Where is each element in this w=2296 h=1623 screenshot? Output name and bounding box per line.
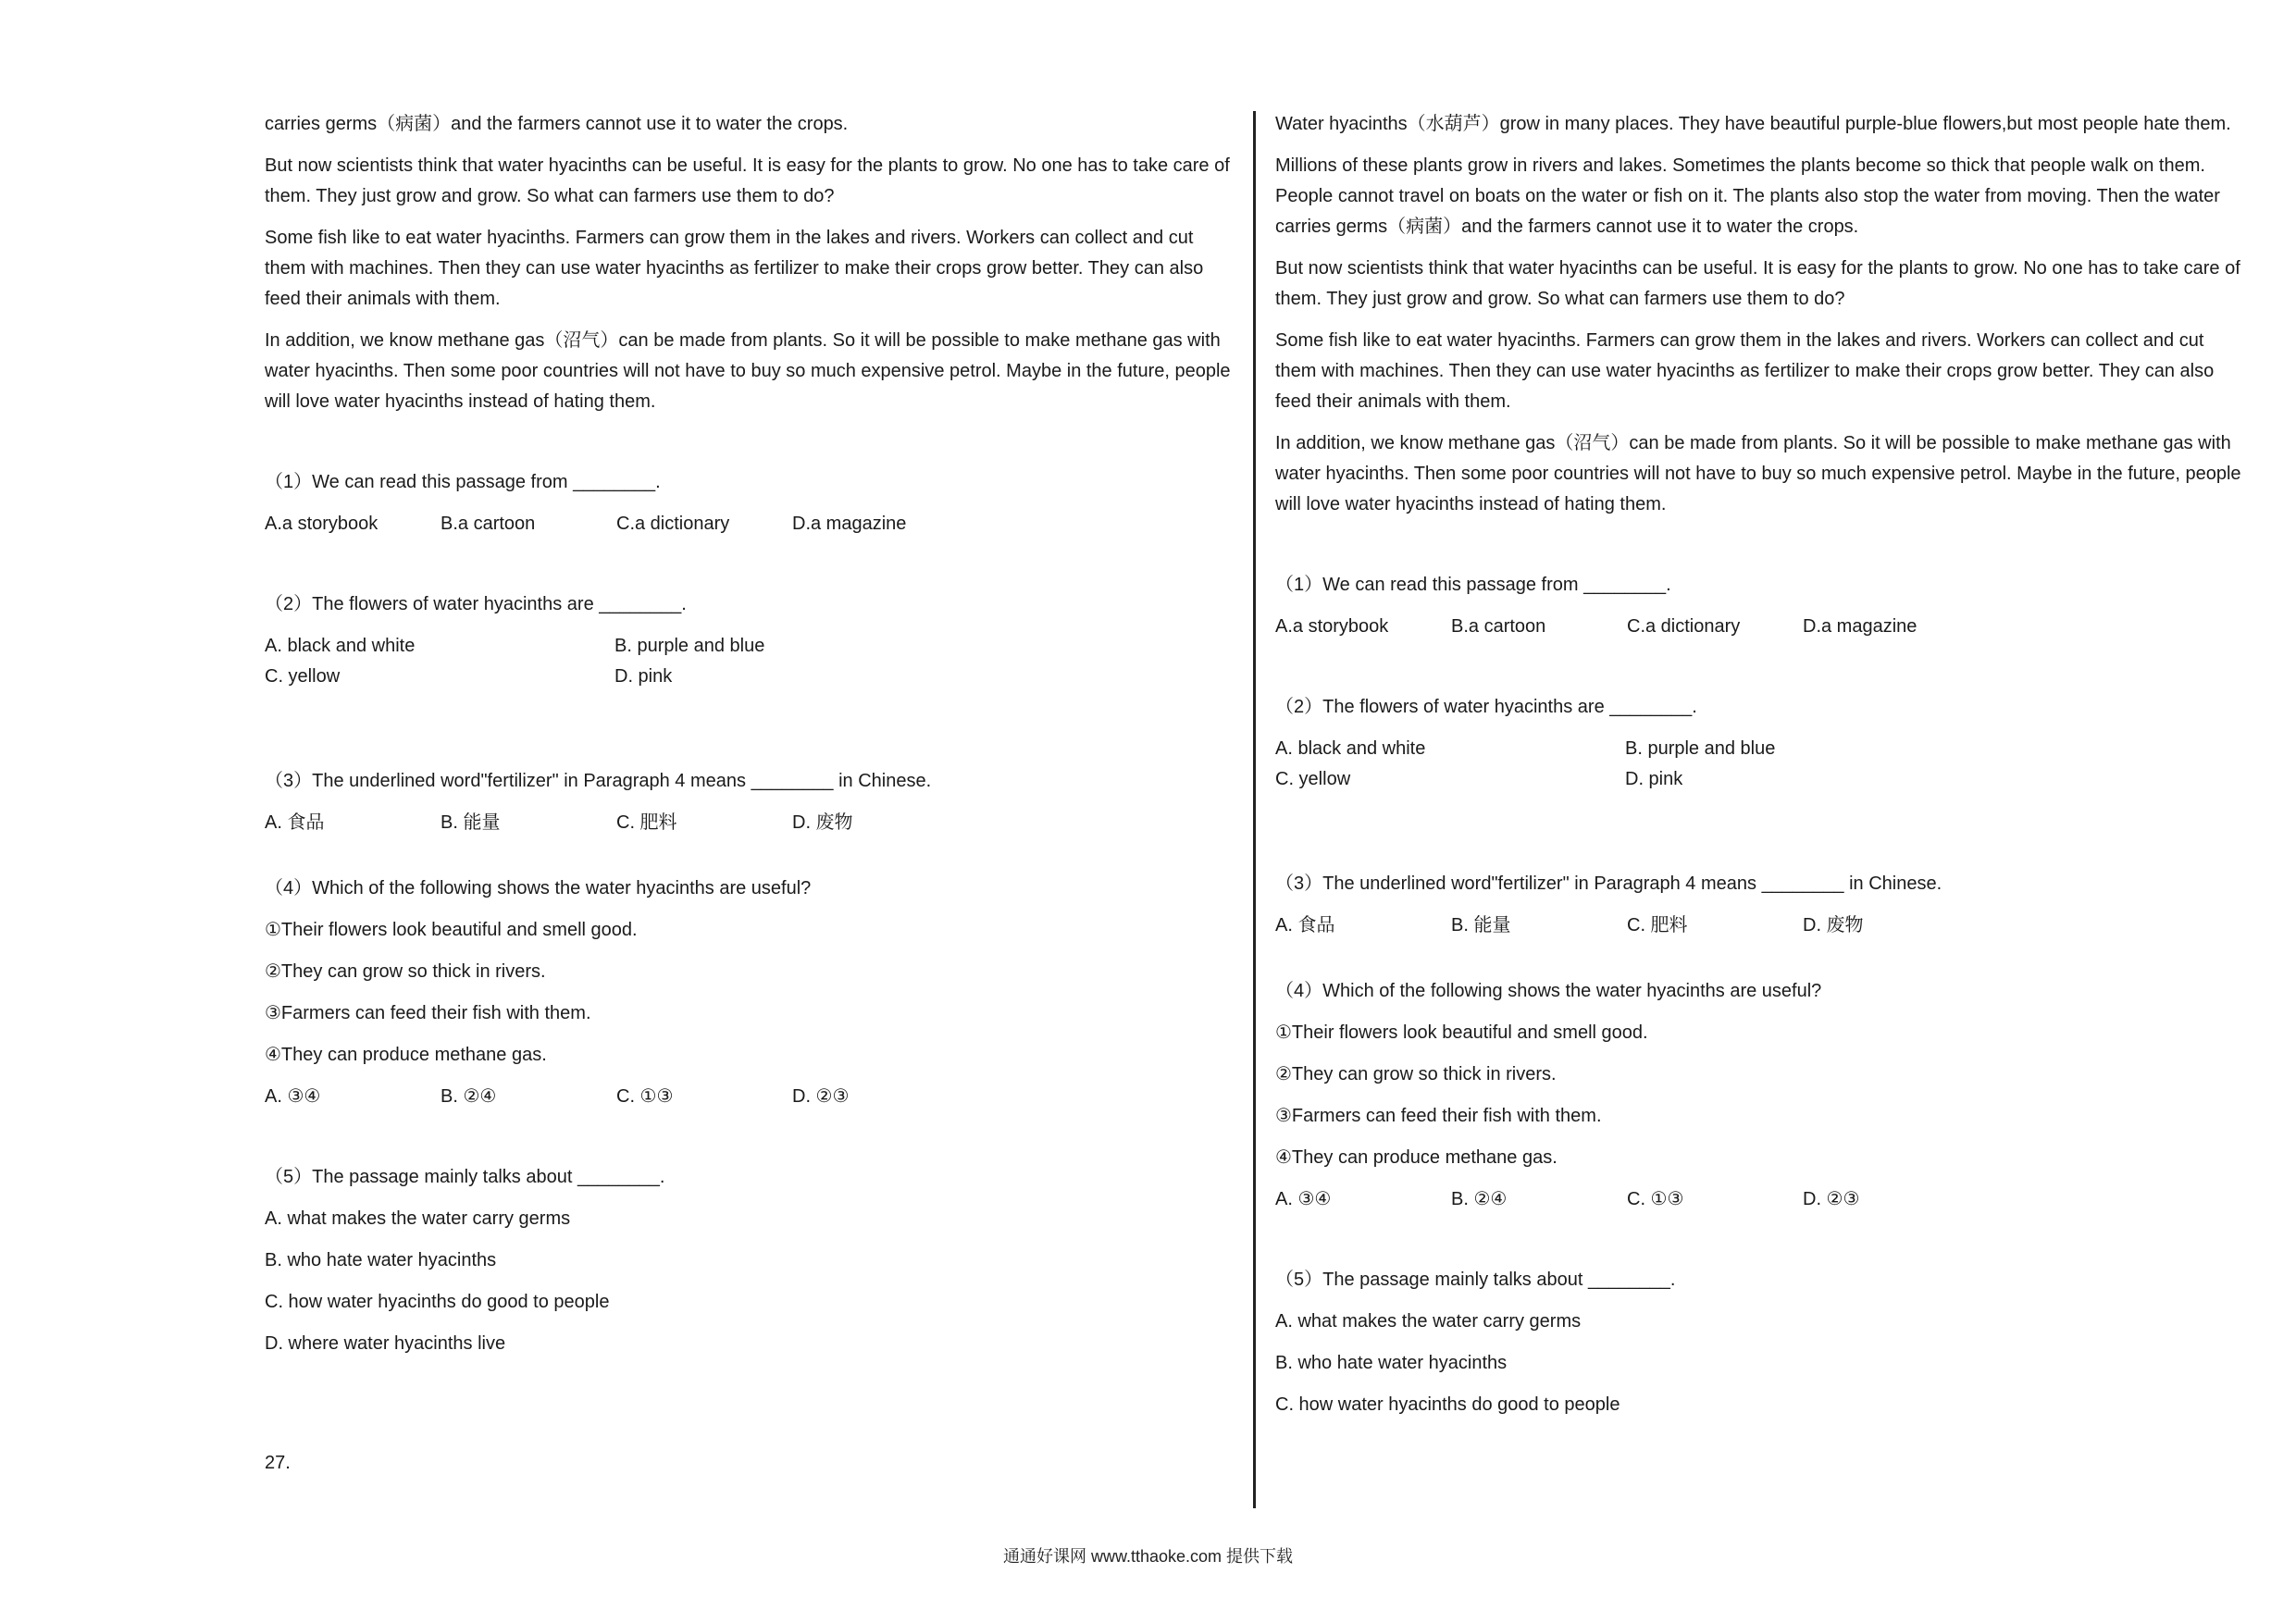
option-a: A. black and white <box>1275 738 1426 759</box>
option-b: B.a cartoon <box>1451 616 1546 637</box>
question-title: （4）Which of the following shows the water hyacinths are useful? <box>1275 981 1822 1001</box>
option-c: C. yellow <box>1275 769 1351 789</box>
option-a: A. black and white <box>265 636 416 656</box>
option-c: C. yellow <box>265 666 341 687</box>
passage-paragraph: carries germs（病菌）and the farmers cannot use it to water the crops. <box>265 114 849 134</box>
passage-paragraph: Some fish like to eat water hyacinths. Farmers can grow them in the lakes and rivers. Workers can collect and cut them with machines. Then they can use water hyacinths as fertilizer to make their crops grow better. They can also feed their animals with them. <box>1275 330 2215 412</box>
options-row <box>1275 612 2245 642</box>
option-b: B. 能量 <box>441 812 501 833</box>
option-c: C. 肥料 <box>1627 915 1688 935</box>
statement: ③Farmers can feed their fish with them. <box>265 1003 591 1023</box>
options-grid <box>265 631 1236 692</box>
options-grid <box>1275 734 2245 795</box>
question-5 <box>1275 1265 2245 1420</box>
column-divider <box>1253 111 1256 1508</box>
statement: ①Their flowers look beautiful and smell good. <box>1275 1022 1648 1043</box>
question-2 <box>265 589 1236 692</box>
options-row <box>265 1082 1236 1112</box>
option-a: A.a storybook <box>1275 616 1389 637</box>
question-title: （3）The underlined word"fertilizer" in Paragraph 4 means ________ in Chinese. <box>265 771 932 791</box>
left-column <box>265 109 1236 1370</box>
option-b: B. purple and blue <box>614 636 765 656</box>
option-a: A.a storybook <box>265 514 379 534</box>
question-1 <box>1275 570 2245 642</box>
passage-paragraph: But now scientists think that water hyacinths can be useful. It is easy for the plants to grow. No one has to take care of them. They just grow and grow. So what can farmers use them to do? <box>1275 258 2240 309</box>
question-title: （5）The passage mainly talks about ________. <box>1275 1270 1676 1290</box>
statement: ②They can grow so thick in rivers. <box>265 961 546 982</box>
question-title: （1）We can read this passage from ________. <box>265 472 661 492</box>
option-d: D.a magazine <box>1803 616 1917 637</box>
statement: ④They can produce methane gas. <box>1275 1147 1558 1168</box>
option-a: A. 食品 <box>1275 915 1335 935</box>
question-title: （2）The flowers of water hyacinths are ________. <box>265 594 687 614</box>
statement: ②They can grow so thick in rivers. <box>1275 1064 1557 1084</box>
option-b: B. who hate water hyacinths <box>265 1250 497 1270</box>
option-b: B. purple and blue <box>1625 738 1776 759</box>
question-1 <box>265 467 1236 539</box>
question-title: （4）Which of the following shows the water hyacinths are useful? <box>265 878 812 898</box>
question-title: （3）The underlined word"fertilizer" in Paragraph 4 means ________ in Chinese. <box>1275 873 1942 894</box>
option-d: D. ②③ <box>1803 1189 1860 1209</box>
option-b: B. who hate water hyacinths <box>1275 1353 1508 1373</box>
passage-paragraph: Some fish like to eat water hyacinths. Farmers can grow them in the lakes and rivers. Workers can collect and cut them with machines. Then they can use water hyacinths as fertilizer to make their crops grow better. They can also feed their animals with them. <box>265 228 1204 309</box>
option-a: A. what makes the water carry germs <box>265 1208 571 1229</box>
question-3 <box>1275 869 2245 941</box>
option-b: B.a cartoon <box>441 514 536 534</box>
question-3 <box>265 766 1236 838</box>
question-title: （2）The flowers of water hyacinths are ________. <box>1275 697 1697 717</box>
option-a: A. 食品 <box>265 812 325 833</box>
question-2 <box>1275 692 2245 795</box>
option-c: C. how water hyacinths do good to people <box>265 1292 610 1312</box>
option-c: C. ①③ <box>616 1086 674 1107</box>
question-title: （1）We can read this passage from ________. <box>1275 575 1671 595</box>
option-d: D. 废物 <box>1803 915 1864 935</box>
statement: ④They can produce methane gas. <box>265 1045 547 1065</box>
question-4 <box>265 873 1236 1112</box>
passage-paragraph: In addition, we know methane gas（沼气）can be made from plants. So it will be possible to make methane gas with water hyacinths. Then some poor countries will not have to buy so much expensive petrol. Maybe in the future, people will love water hyacinths instead of hating them. <box>1275 433 2241 514</box>
option-d: D. where water hyacinths live <box>265 1333 506 1354</box>
options-row <box>265 509 1236 539</box>
statement: ③Farmers can feed their fish with them. <box>1275 1106 1602 1126</box>
question-4 <box>1275 976 2245 1215</box>
options-row <box>265 808 1236 838</box>
right-column <box>1275 109 2245 1431</box>
passage-paragraph: But now scientists think that water hyacinths can be useful. It is easy for the plants to grow. No one has to take care of them. They just grow and grow. So what can farmers use them to do? <box>265 155 1230 206</box>
option-c: C. ①③ <box>1627 1189 1684 1209</box>
option-d: D. ②③ <box>792 1086 850 1107</box>
option-b: B. ②④ <box>1451 1189 1508 1209</box>
passage-paragraph: Millions of these plants grow in rivers and lakes. Sometimes the plants become so thick that people walk on them. People cannot travel on boats on the water or fish on it. The plants also stop the water from moving. Then the water carries germs（病菌）and the farmers cannot use it to water the crops. <box>1275 155 2220 237</box>
question-5 <box>265 1162 1236 1359</box>
option-d: D.a magazine <box>792 514 907 534</box>
options-row <box>1275 911 2245 941</box>
option-a: A. ③④ <box>265 1086 321 1107</box>
option-d: D. pink <box>1625 769 1683 789</box>
statement: ①Their flowers look beautiful and smell good. <box>265 920 638 940</box>
option-c: C.a dictionary <box>616 514 730 534</box>
option-d: D. 废物 <box>792 812 853 833</box>
option-b: B. ②④ <box>441 1086 497 1107</box>
option-d: D. pink <box>614 666 673 687</box>
passage-paragraph: In addition, we know methane gas（沼气）can be made from plants. So it will be possible to make methane gas with water hyacinths. Then some poor countries will not have to buy so much expensive petrol. Maybe in the future, people will love water hyacinths instead of hating them. <box>265 330 1231 412</box>
option-c: C.a dictionary <box>1627 616 1741 637</box>
options-row <box>1275 1184 2245 1215</box>
option-b: B. 能量 <box>1451 915 1511 935</box>
page-footer: 通通好课网 www.tthaoke.com 提供下载 <box>1002 1547 1294 1566</box>
next-question-number: 27. <box>265 1453 291 1473</box>
option-c: C. 肥料 <box>616 812 677 833</box>
question-title: （5）The passage mainly talks about ________. <box>265 1167 665 1187</box>
option-a: A. ③④ <box>1275 1189 1332 1209</box>
option-c: C. how water hyacinths do good to people <box>1275 1394 1620 1415</box>
passage-paragraph: Water hyacinths（水葫芦）grow in many places. They have beautiful purple-blue flowers,but most people hate them. <box>1275 114 2231 134</box>
option-a: A. what makes the water carry germs <box>1275 1311 1582 1332</box>
